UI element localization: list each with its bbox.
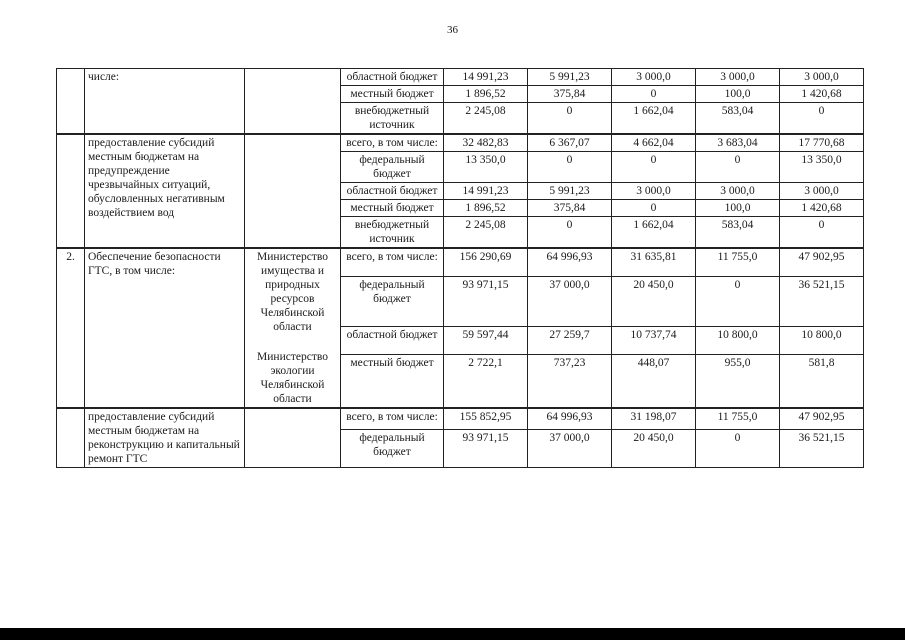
value-cell: 3 000,0 (696, 183, 780, 200)
value-cell: 20 450,0 (612, 429, 696, 467)
value-cell: 64 996,93 (528, 248, 612, 276)
value-cell: 10 800,0 (780, 327, 864, 355)
value-cell: 156 290,69 (444, 248, 528, 276)
value-cell: 0 (696, 276, 780, 326)
value-cell: 14 991,23 (444, 183, 528, 200)
value-cell: 1 662,04 (612, 217, 696, 249)
funding-source: местный бюджет (341, 200, 444, 217)
value-cell: 37 000,0 (528, 429, 612, 467)
value-cell: 11 755,0 (696, 408, 780, 429)
funding-source: всего, в том числе: (341, 248, 444, 276)
value-cell: 1 420,68 (780, 200, 864, 217)
value-cell: 448,07 (612, 355, 696, 409)
value-cell: 3 000,0 (612, 69, 696, 86)
value-cell: 2 722,1 (444, 355, 528, 409)
value-cell: 955,0 (696, 355, 780, 409)
value-cell: 0 (528, 103, 612, 135)
value-cell: 10 737,74 (612, 327, 696, 355)
table-row (57, 69, 864, 86)
responsible-org (245, 248, 341, 408)
funding-source: областной бюджет (341, 327, 444, 355)
value-cell: 100,0 (696, 200, 780, 217)
funding-source: областной бюджет (341, 69, 444, 86)
funding-source: местный бюджет (341, 355, 444, 409)
funding-source: федеральный бюджет (341, 152, 444, 183)
value-cell: 0 (612, 200, 696, 217)
funding-source: федеральный бюджет (341, 429, 444, 467)
value-cell: 0 (612, 152, 696, 183)
value-cell: 59 597,44 (444, 327, 528, 355)
funding-source: внебюджетный источник (341, 103, 444, 135)
value-cell: 13 350,0 (444, 152, 528, 183)
value-cell: 1 662,04 (612, 103, 696, 135)
value-cell: 155 852,95 (444, 408, 528, 429)
table-row (57, 134, 864, 152)
value-cell: 36 521,15 (780, 276, 864, 326)
budget-table (56, 68, 864, 468)
value-cell: 47 902,95 (780, 248, 864, 276)
value-cell: 5 991,23 (528, 183, 612, 200)
value-cell: 1 420,68 (780, 86, 864, 103)
value-cell: 17 770,68 (780, 134, 864, 152)
value-cell: 583,04 (696, 103, 780, 135)
value-cell: 14 991,23 (444, 69, 528, 86)
value-cell: 64 996,93 (528, 408, 612, 429)
value-cell: 100,0 (696, 86, 780, 103)
value-cell: 37 000,0 (528, 276, 612, 326)
funding-source: областной бюджет (341, 183, 444, 200)
value-cell: 10 800,0 (696, 327, 780, 355)
responsible-org-primary: Министерство имущества и природных ресурсов Челябинской области (257, 251, 328, 333)
row-index-cell: 2. (57, 248, 85, 408)
measure-description: числе: (85, 69, 245, 135)
funding-source: внебюджетный источник (341, 217, 444, 249)
table-row (57, 248, 864, 276)
value-cell: 93 971,15 (444, 429, 528, 467)
scan-edge-bar (0, 628, 905, 640)
value-cell: 31 198,07 (612, 408, 696, 429)
value-cell: 0 (780, 217, 864, 249)
row-index-cell (57, 408, 85, 468)
value-cell: 3 683,04 (696, 134, 780, 152)
value-cell: 27 259,7 (528, 327, 612, 355)
value-cell: 375,84 (528, 200, 612, 217)
value-cell: 5 991,23 (528, 69, 612, 86)
value-cell: 0 (696, 429, 780, 467)
value-cell: 0 (528, 217, 612, 249)
value-cell: 0 (528, 152, 612, 183)
responsible-org (245, 408, 341, 468)
value-cell: 47 902,95 (780, 408, 864, 429)
value-cell: 3 000,0 (612, 183, 696, 200)
value-cell: 583,04 (696, 217, 780, 249)
measure-description: предоставление субсидий местным бюджетам на реконструкцию и капитальный ремонт ГТС (85, 408, 245, 468)
value-cell: 4 662,04 (612, 134, 696, 152)
value-cell: 36 521,15 (780, 429, 864, 467)
value-cell: 0 (780, 103, 864, 135)
value-cell: 31 635,81 (612, 248, 696, 276)
value-cell: 13 350,0 (780, 152, 864, 183)
value-cell: 3 000,0 (696, 69, 780, 86)
measure-description: предоставление субсидий местным бюджетам на предупреждение чрезвычайных ситуаций, обусловленных негативным воздействием вод (85, 134, 245, 248)
funding-source: всего, в том числе: (341, 408, 444, 429)
funding-source: местный бюджет (341, 86, 444, 103)
page-number: 36 (447, 24, 458, 36)
value-cell: 581,8 (780, 355, 864, 409)
value-cell: 6 367,07 (528, 134, 612, 152)
responsible-org (245, 69, 341, 135)
measure-description: Обеспечение безопасности ГТС, в том числе: (85, 248, 245, 408)
value-cell: 20 450,0 (612, 276, 696, 326)
value-cell: 0 (612, 86, 696, 103)
responsible-org-secondary: Министерство экологии Челябинской области (257, 351, 328, 405)
funding-source: федеральный бюджет (341, 276, 444, 326)
table-row (57, 408, 864, 429)
responsible-org (245, 134, 341, 248)
value-cell: 0 (696, 152, 780, 183)
value-cell: 1 896,52 (444, 86, 528, 103)
value-cell: 11 755,0 (696, 248, 780, 276)
row-index-cell (57, 69, 85, 135)
value-cell: 2 245,08 (444, 103, 528, 135)
value-cell: 93 971,15 (444, 276, 528, 326)
value-cell: 3 000,0 (780, 183, 864, 200)
value-cell: 375,84 (528, 86, 612, 103)
value-cell: 32 482,83 (444, 134, 528, 152)
value-cell: 2 245,08 (444, 217, 528, 249)
value-cell: 3 000,0 (780, 69, 864, 86)
funding-source: всего, в том числе: (341, 134, 444, 152)
value-cell: 1 896,52 (444, 200, 528, 217)
value-cell: 737,23 (528, 355, 612, 409)
row-index-cell (57, 134, 85, 248)
